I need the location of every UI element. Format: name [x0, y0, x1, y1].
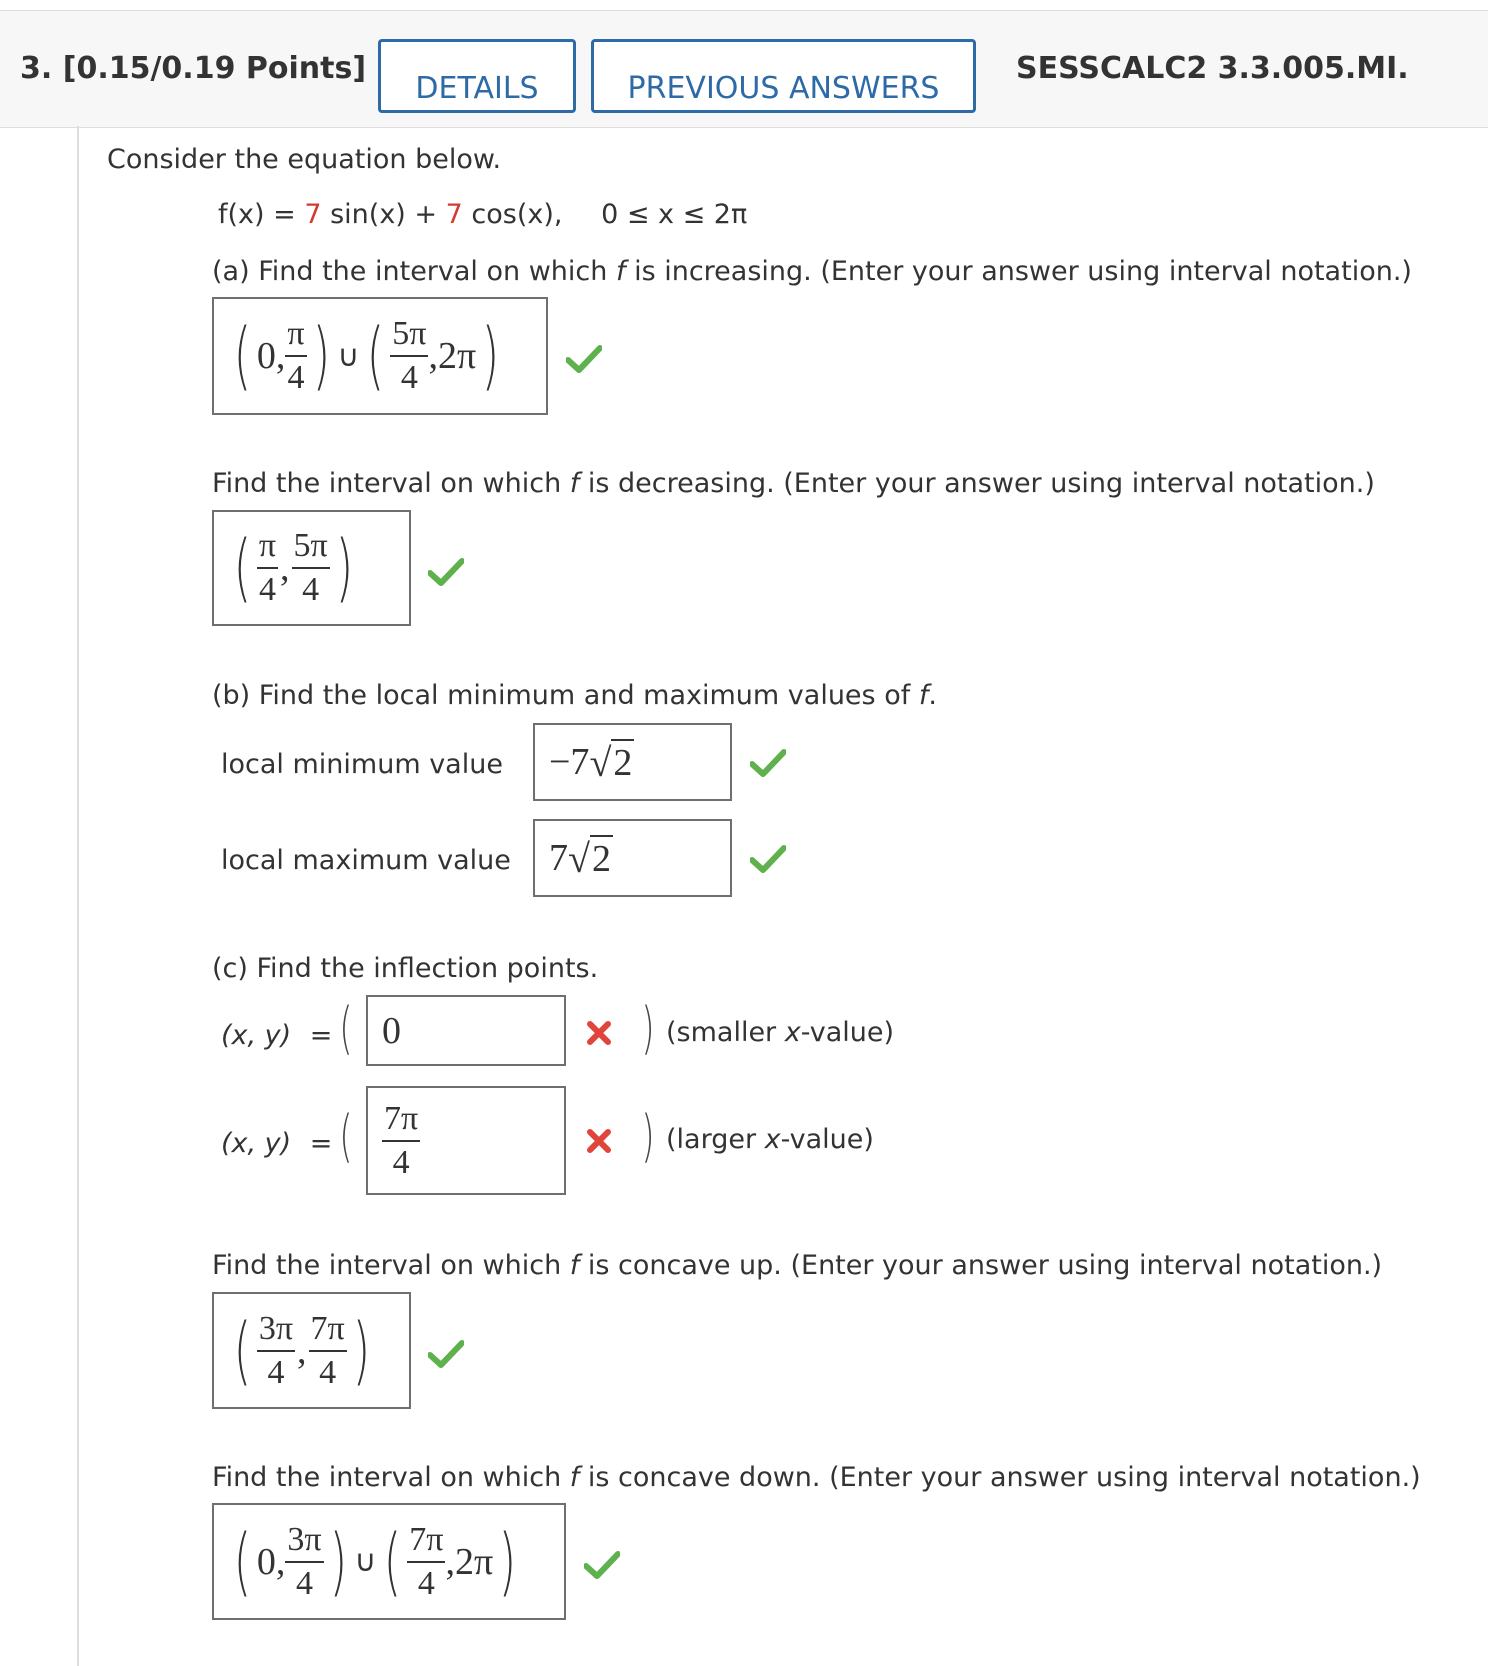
- increasing-prompt: (a) Find the interval on which f is increasing. (Enter your answer using interval notation.): [212, 256, 1412, 287]
- coefficient-2: 7: [445, 199, 463, 230]
- domain: 0 ≤ x ≤ 2π: [601, 199, 748, 230]
- check-icon: [566, 345, 602, 373]
- local-min-label: local minimum value: [221, 749, 503, 780]
- decreasing-answer-box[interactable]: ( $\frac{\pi}{4}$ , $\frac{5\pi}{4}$ ): [212, 510, 411, 626]
- x-mark-icon: [586, 1128, 612, 1154]
- question-header: [0, 10, 1488, 128]
- local-max-label: local maximum value: [221, 845, 511, 876]
- close-paren-2: ): [641, 1104, 655, 1169]
- check-icon: [750, 749, 786, 777]
- details-button[interactable]: DETAILS: [378, 39, 576, 113]
- check-icon: [584, 1551, 620, 1579]
- close-paren-1: ): [641, 996, 655, 1061]
- previous-answers-button[interactable]: PREVIOUS ANSWERS: [591, 39, 976, 113]
- coefficient-1: 7: [304, 199, 322, 230]
- smaller-x-note: (smaller x-value): [666, 1017, 895, 1048]
- decreasing-prompt: Find the interval on which f is decreasing. (Enter your answer using interval notation.): [212, 468, 1375, 499]
- question-points: 3. [0.15/0.19 Points]: [20, 51, 367, 86]
- concave-up-prompt: Find the interval on which f is concave up. (Enter your answer using interval notation.): [212, 1250, 1383, 1281]
- open-paren-1: (: [339, 996, 353, 1061]
- check-icon: [428, 558, 464, 586]
- problem-code: SESSCALC2 3.3.005.MI.: [1016, 51, 1409, 86]
- larger-x-note: (larger x-value): [666, 1124, 874, 1155]
- equation: f(x) = 7 sin(x) + 7 cos(x), 0 ≤ x ≤ 2π: [218, 199, 748, 230]
- intro-text: Consider the equation below.: [107, 144, 502, 175]
- check-icon: [750, 845, 786, 873]
- increasing-answer-box[interactable]: ( 0, $\frac{\pi}{4}$ ) ∪ ( $\frac{5\pi}{4}$ ,2π ): [212, 297, 548, 415]
- part-b-prompt: (b) Find the local minimum and maximum values of f.: [212, 680, 937, 711]
- concave-down-prompt: Find the interval on which f is concave down. (Enter your answer using interval notation.): [212, 1462, 1421, 1493]
- concave-up-answer-box[interactable]: ( $\frac{3\pi}{4}$ , $\frac{7\pi}{4}$ ): [212, 1292, 411, 1409]
- local-max-answer-box[interactable]: 7 √ 2: [533, 819, 732, 897]
- check-icon: [428, 1340, 464, 1368]
- left-rule: [77, 126, 79, 1666]
- xy-label-1: (x, y) =: [221, 1020, 333, 1051]
- open-paren-2: (: [339, 1104, 353, 1169]
- inflection-point-1-box[interactable]: 0: [366, 995, 566, 1066]
- x-mark-icon: [586, 1020, 612, 1046]
- local-min-answer-box[interactable]: −7 √ 2: [533, 723, 732, 801]
- inflection-point-2-box[interactable]: $\frac{7\pi}{4}$: [366, 1086, 566, 1195]
- xy-label-2: (x, y) =: [221, 1128, 333, 1159]
- concave-down-answer-box[interactable]: ( 0, $\frac{3\pi}{4}$ ) ∪ ( $\frac{7\pi}{4}$ ,2π ): [212, 1503, 566, 1620]
- part-c-prompt: (c) Find the inflection points.: [212, 953, 599, 984]
